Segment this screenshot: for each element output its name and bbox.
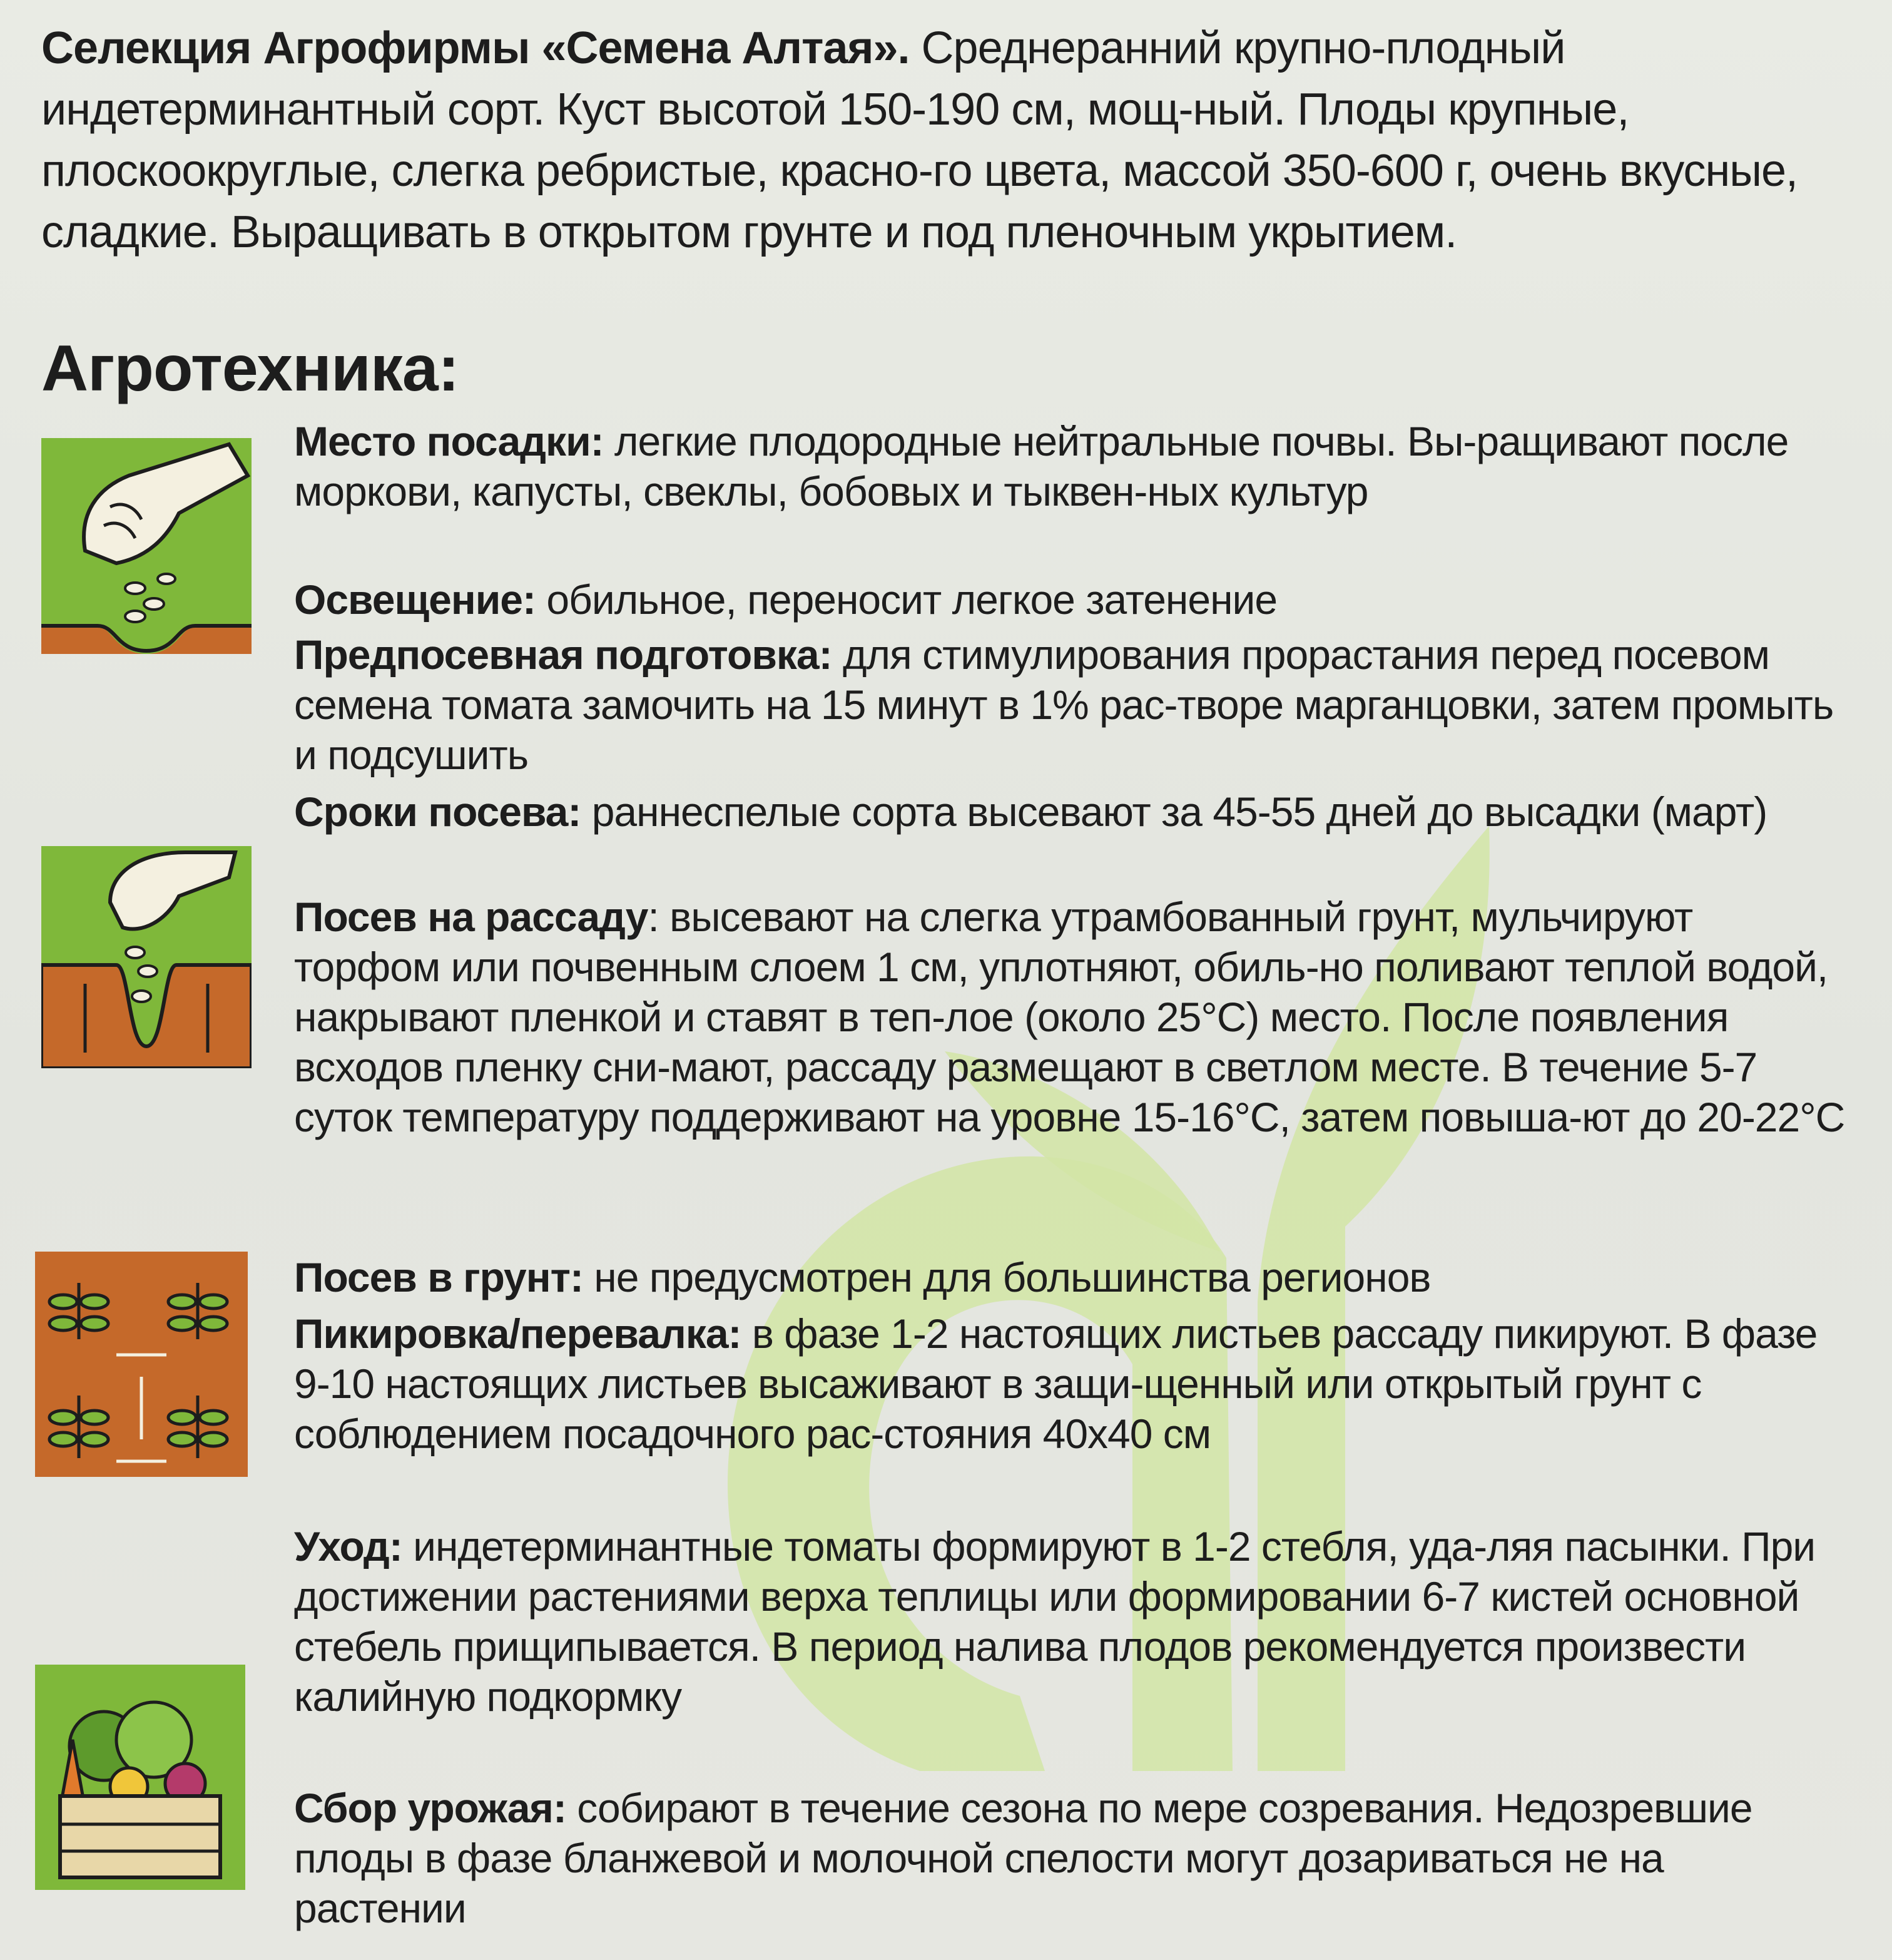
- item-seedling-sowing: [294, 892, 1846, 1142]
- item-lighting: [294, 574, 1846, 625]
- item-transplanting: [294, 1309, 1846, 1459]
- item-text: для стимулирования прорастания перед посевом семена томата замочить на 15 минут в 1% рас-творе марганцовки, затем промыть и подсушить: [294, 631, 1834, 778]
- item-care: [294, 1521, 1846, 1722]
- item-text: обильное, переносит легкое затенение: [546, 576, 1278, 623]
- agrotech-heading: Агротехника:: [41, 332, 459, 405]
- item-ground-sowing: [294, 1252, 1846, 1302]
- item-label: Посев в грунт:: [294, 1254, 583, 1300]
- item-planting-place: [294, 416, 1846, 516]
- item-label: Сроки посева:: [294, 789, 581, 835]
- variety-description: [41, 18, 1856, 263]
- item-harvest: [294, 1783, 1846, 1933]
- item-text: собирают в течение сезона по мере созревания. Недозревшие плоды в фазе бланжевой и молочной спелости могут дозариваться не на растении: [294, 1785, 1752, 1931]
- item-text: в фазе 1-2 настоящих листьев рассаду пикируют. В фазе 9-10 настоящих листьев высаживают в защи-щенный или открытый грунт с соблюдением посадочного рас-стояния 40х40 см: [294, 1310, 1818, 1457]
- item-label: Пикировка/перевалка:: [294, 1310, 741, 1357]
- brand-line: Селекция Агрофирмы «Семена Алтая».: [41, 23, 910, 73]
- harvest-crate-icon: [35, 1665, 245, 1890]
- item-text: не предусмотрен для большинства регионов: [594, 1254, 1431, 1300]
- item-label: Место посадки:: [294, 418, 604, 464]
- item-text: раннеспелые сорта высевают за 45-55 дней до высадки (март): [591, 789, 1767, 835]
- item-text: индетерминантные томаты формируют в 1-2 стебля, уда-ляя пасынки. При достижении растениями верха теплицы или формировании 6-7 кистей основной стебель прищипывается. В период налива плодов рекомендуется произвести калийную подкормку: [294, 1523, 1816, 1720]
- item-label: Сбор урожая:: [294, 1785, 566, 1831]
- item-presowing-prep: [294, 630, 1846, 780]
- item-text: легкие плодородные нейтральные почвы. Вы-ращивают после моркови, капусты, свеклы, бобовых и тыквен-ных культур: [294, 418, 1789, 514]
- sowing-hand-icon: [41, 438, 252, 654]
- item-label: Освещение:: [294, 576, 536, 623]
- item-label: Предпосевная подготовка:: [294, 631, 832, 678]
- item-label: Уход:: [294, 1523, 402, 1570]
- plant-spacing-icon: [35, 1252, 248, 1477]
- seed-in-furrow-icon: [41, 846, 252, 1068]
- item-text: : высевают на слегка утрамбованный грунт, мульчируют торфом или почвенным слоем 1 см, уплотняют, обиль-но поливают теплой водой, накрывают пленкой и ставят в теп-лое (около 25°С) место. После появления всходов пленку сни-мают, рассаду размещают в светлом месте. В течение 5-7 суток температуру поддерживают на уровне 15-16°С, затем повыша-ют до 20-22°С: [294, 894, 1845, 1140]
- description-text: Среднеранний крупно-плодный индетерминантный сорт. Куст высотой 150-190 см, мощ-ный. Плоды крупные, плоскоокруглые, слегка ребристые, красно-го цвета, массой 350-600 г, очень вкусные, сладкие. Выращивать в открытом грунте и под пленочным укрытием.: [41, 23, 1798, 257]
- item-sowing-dates: [294, 787, 1846, 837]
- item-label: Посев на рассаду: [294, 894, 648, 940]
